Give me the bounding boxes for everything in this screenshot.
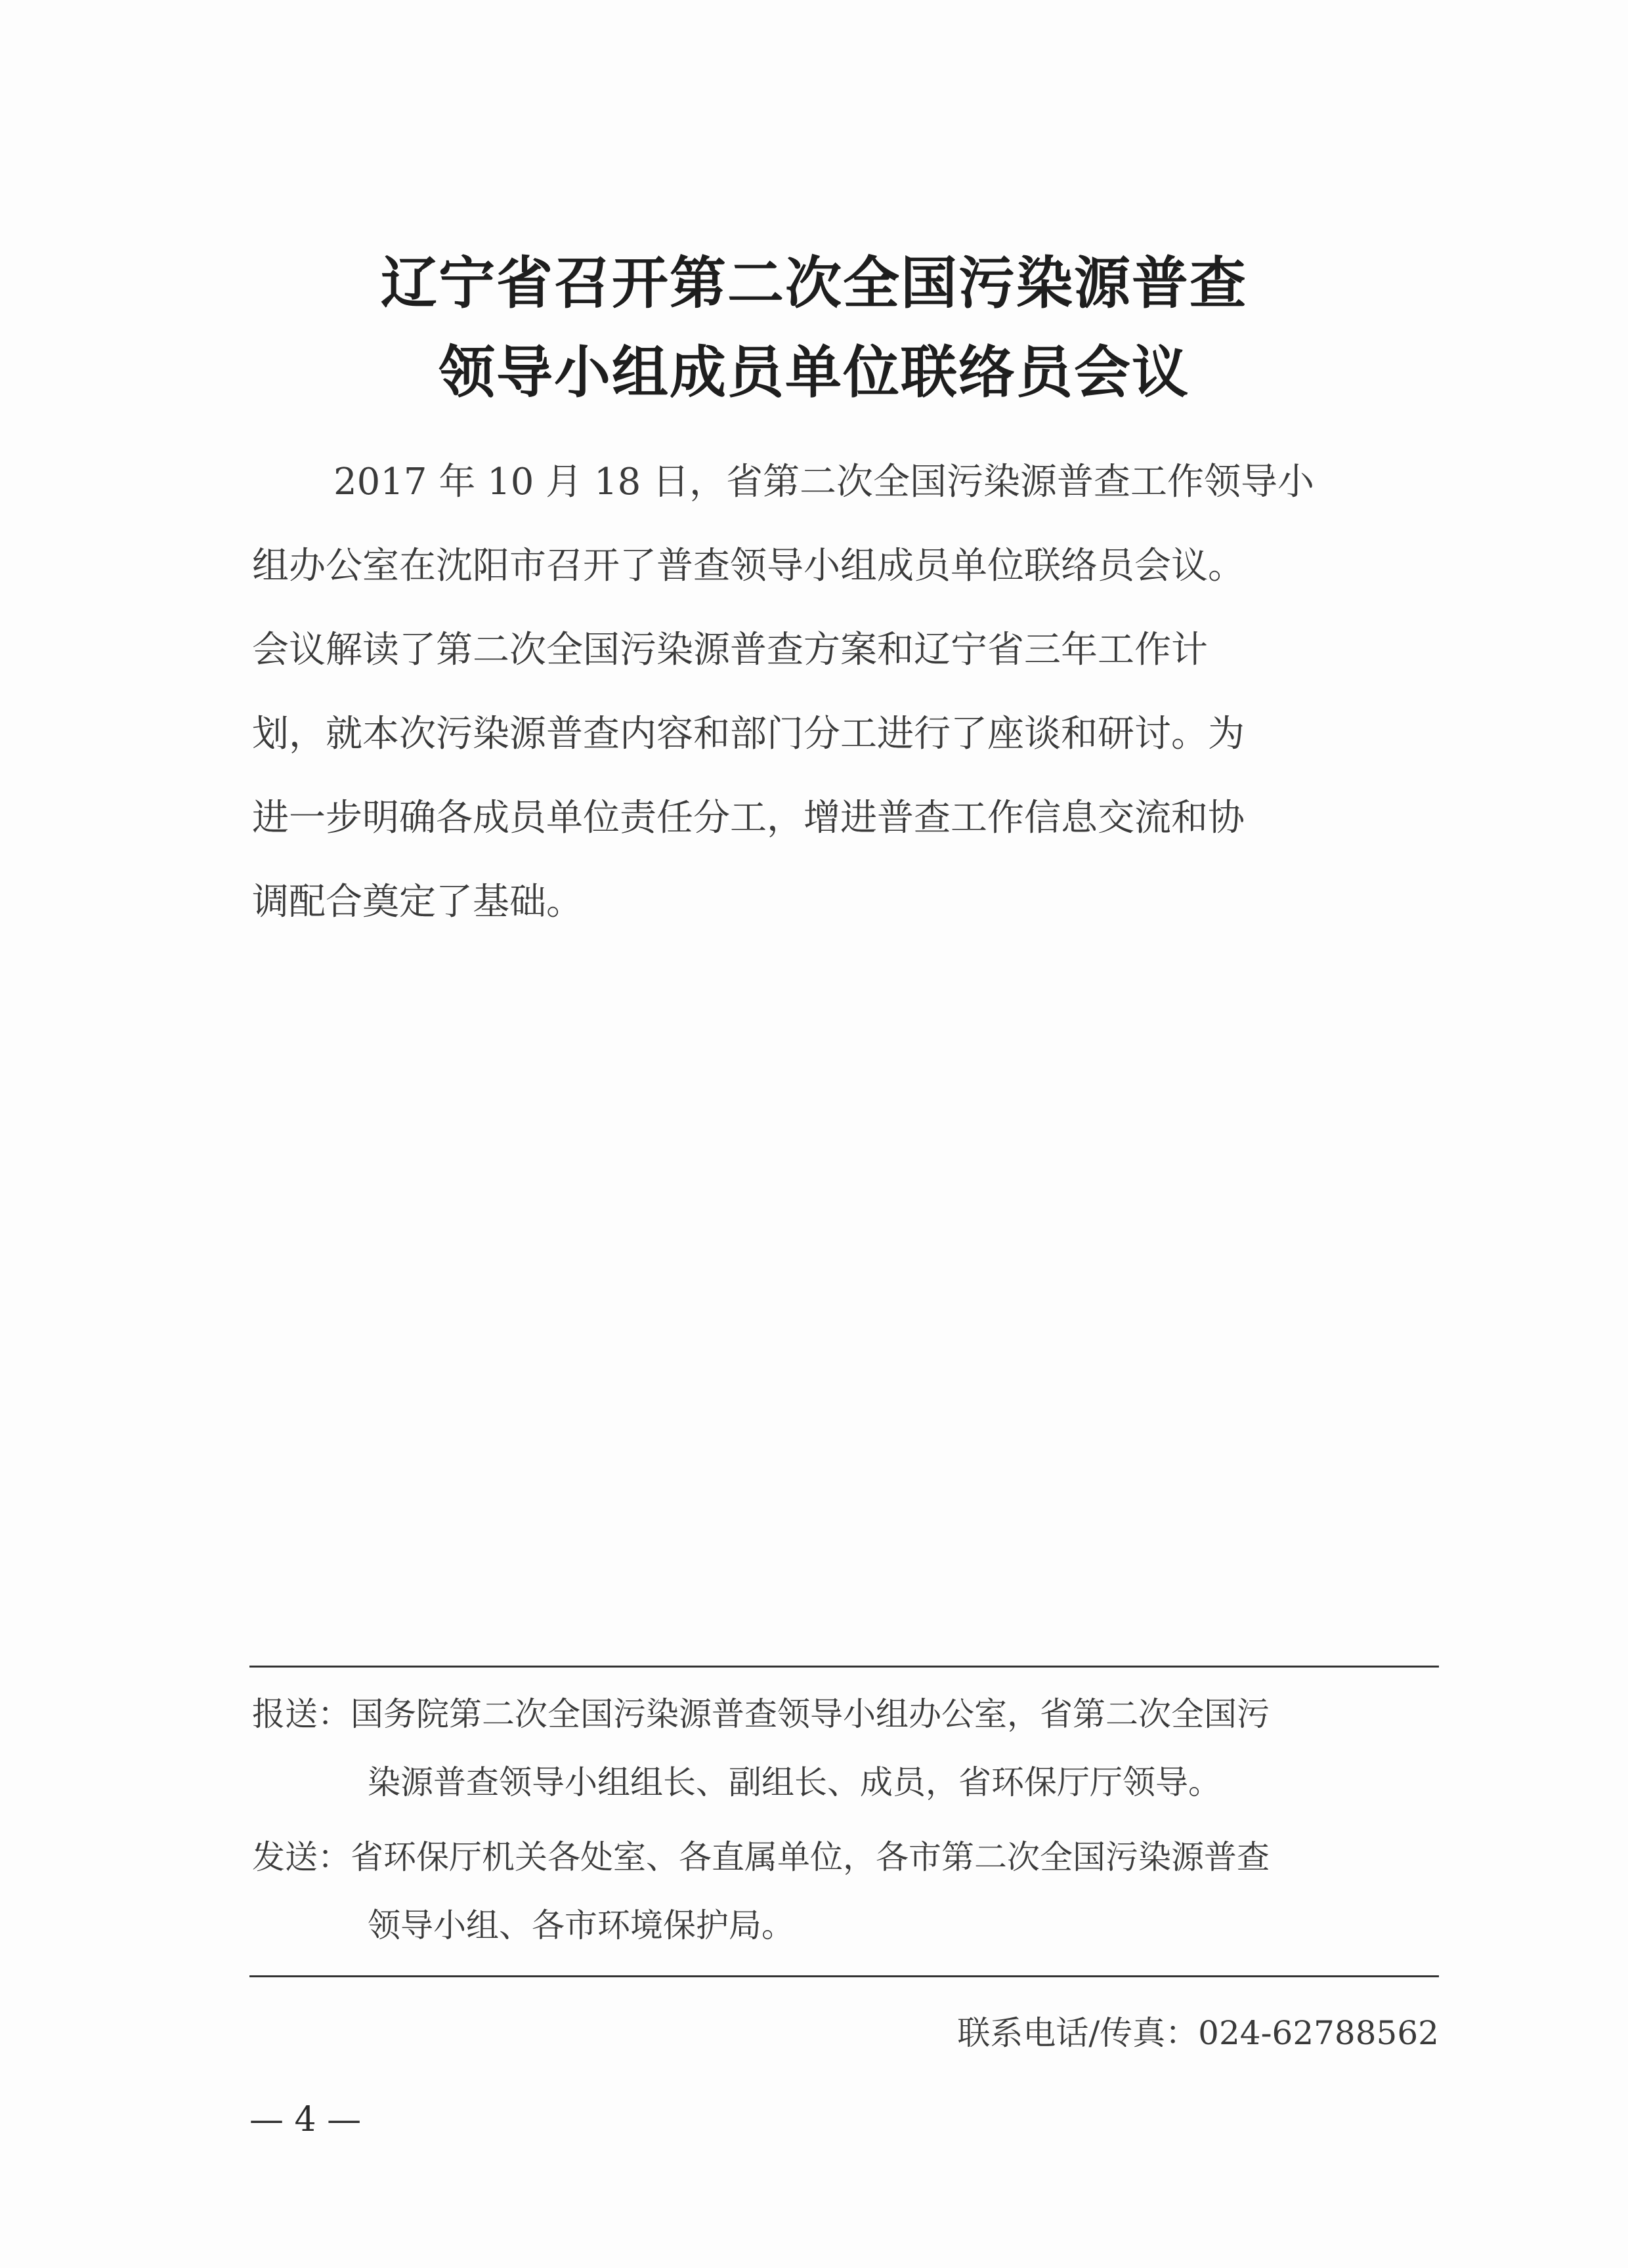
body-paragraph-line-6: 调配合奠定了基础。 — [252, 881, 583, 923]
report-to-line-2: 染源普查领导小组组长、副组长、成员，省环保厅厅领导。 — [368, 1763, 1221, 1801]
distribution-bottom-rule — [249, 1975, 1439, 1977]
body-paragraph-line-4: 划，就本次污染源普查内容和部门分工进行了座谈和研讨。为 — [252, 713, 1245, 755]
body-paragraph-line-1: 2017 年 10 月 18 日，省第二次全国污染源普查工作领导小 — [333, 461, 1315, 503]
body-paragraph-line-2: 组办公室在沈阳市召开了普查领导小组成员单位联络员会议。 — [252, 545, 1245, 587]
distribution-top-rule — [249, 1666, 1439, 1668]
send-to-line-2: 领导小组、各市环境保护局。 — [368, 1906, 794, 1944]
report-to-line-1: 报送：国务院第二次全国污染源普查领导小组办公室，省第二次全国污 — [252, 1695, 1270, 1733]
contact-phone-fax: 联系电话/传真：024-62788562 — [957, 2014, 1439, 2052]
page-number: — 4 — — [249, 2100, 362, 2139]
send-to-line-1: 发送：省环保厅机关各处室、各直属单位，各市第二次全国污染源普查 — [252, 1838, 1270, 1876]
body-paragraph-line-5: 进一步明确各成员单位责任分工，增进普查工作信息交流和协 — [252, 797, 1245, 839]
title-line-2: 领导小组成员单位联络员会议 — [439, 339, 1189, 406]
title-line-1: 辽宁省召开第二次全国污染源普查 — [381, 250, 1247, 316]
body-paragraph-line-3: 会议解读了第二次全国污染源普查方案和辽宁省三年工作计 — [252, 629, 1208, 671]
